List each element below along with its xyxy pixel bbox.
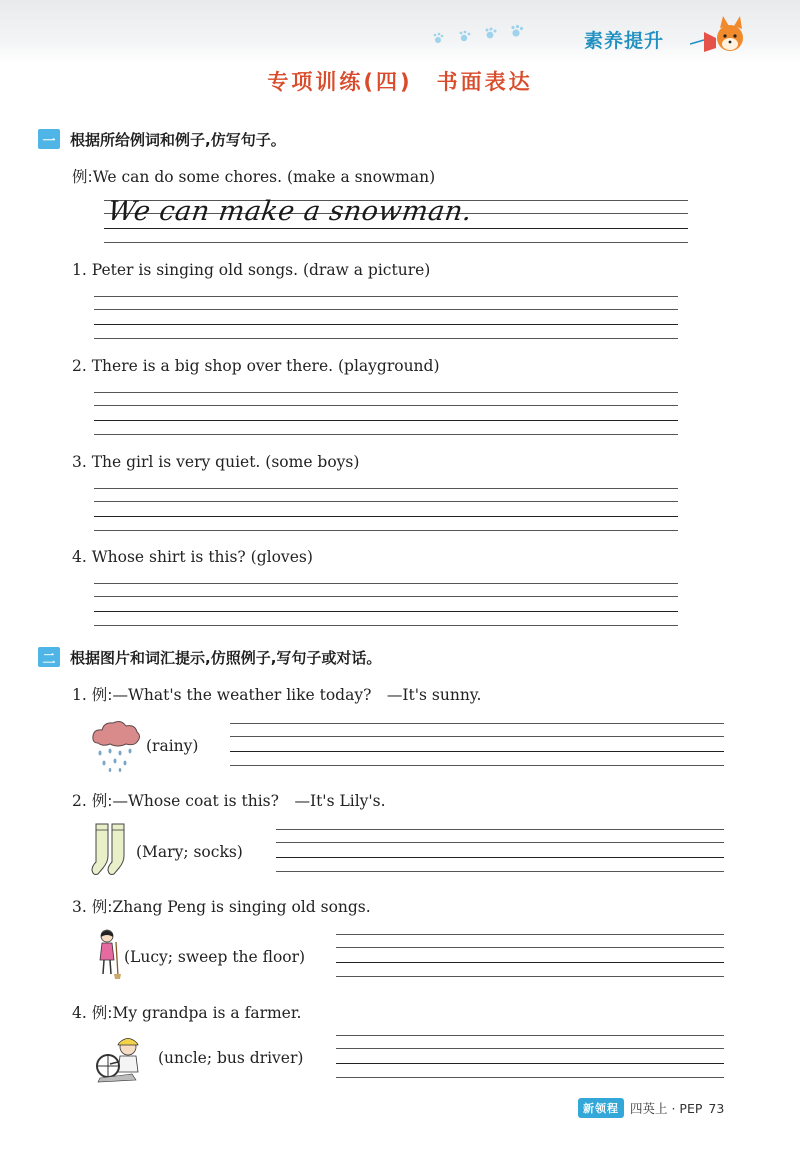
footer-text: 四英上 · PEP [630, 1101, 703, 1116]
s2-item-1-hint: (rainy) [146, 737, 199, 755]
s2-item-2-answer-lines[interactable] [276, 829, 724, 873]
s2-item-4-answer-lines[interactable] [336, 1035, 724, 1079]
page-footer [578, 1098, 724, 1118]
section-2-badge: 二 [38, 647, 60, 667]
s2-item-1-example: 1. 例:—What's the weather like today? —It's sunny. [72, 686, 482, 704]
section-1-instruction: 根据所给例词和例子,仿写句子。 [70, 130, 286, 149]
example-answer-text: We can make a snowman. [105, 196, 475, 227]
s1-item-3: 3. The girl is very quiet. (some boys) [72, 453, 360, 471]
paw-prints-icon [432, 24, 532, 48]
section-2-instruction: 根据图片和词汇提示,仿照例子,写句子或对话。 [70, 648, 382, 667]
bus-driver-icon [92, 1034, 152, 1084]
example-label: 例: [72, 168, 93, 186]
s2-item-1-answer-lines[interactable] [230, 723, 724, 767]
s1-item-3-answer-lines[interactable] [94, 488, 678, 532]
s2-item-4-example: 4. 例:My grandpa is a farmer. [72, 1004, 302, 1022]
s1-item-1: 1. Peter is singing old songs. (draw a picture) [72, 261, 431, 279]
s1-item-4: 4. Whose shirt is this? (gloves) [72, 548, 313, 566]
s1-item-1-answer-lines[interactable] [94, 296, 678, 340]
s2-item-3-answer-lines[interactable] [336, 934, 724, 978]
section-1-badge: 一 [38, 129, 60, 149]
s2-item-3-hint: (Lucy; sweep the floor) [124, 948, 306, 966]
s2-item-4-hint: (uncle; bus driver) [158, 1049, 304, 1067]
fox-mascot-icon [690, 14, 750, 58]
s2-item-3-example: 3. 例:Zhang Peng is singing old songs. [72, 898, 371, 916]
section-1-heading [38, 128, 286, 150]
footer-badge: 新领程 [578, 1098, 624, 1118]
s1-item-4-answer-lines[interactable] [94, 583, 678, 627]
page-title: 专项训练(四) 书面表达 [267, 70, 533, 94]
rain-cloud-icon [90, 717, 142, 773]
section-2-heading [38, 646, 381, 668]
example-text: We can do some chores. (make a snowman) [92, 168, 436, 186]
s2-item-2-example: 2. 例:—Whose coat is this? —It's Lily's. [72, 792, 386, 810]
s1-item-2-answer-lines[interactable] [94, 392, 678, 436]
girl-sweeping-icon [95, 928, 121, 980]
top-band [0, 0, 800, 62]
socks-icon [90, 822, 132, 878]
page-number: 73 [708, 1100, 725, 1116]
s1-item-2: 2. There is a big shop over there. (playground) [72, 357, 440, 375]
s2-item-2-hint: (Mary; socks) [136, 843, 243, 861]
brand-label: 素养提升 [584, 30, 665, 52]
example-1-line [72, 165, 435, 187]
